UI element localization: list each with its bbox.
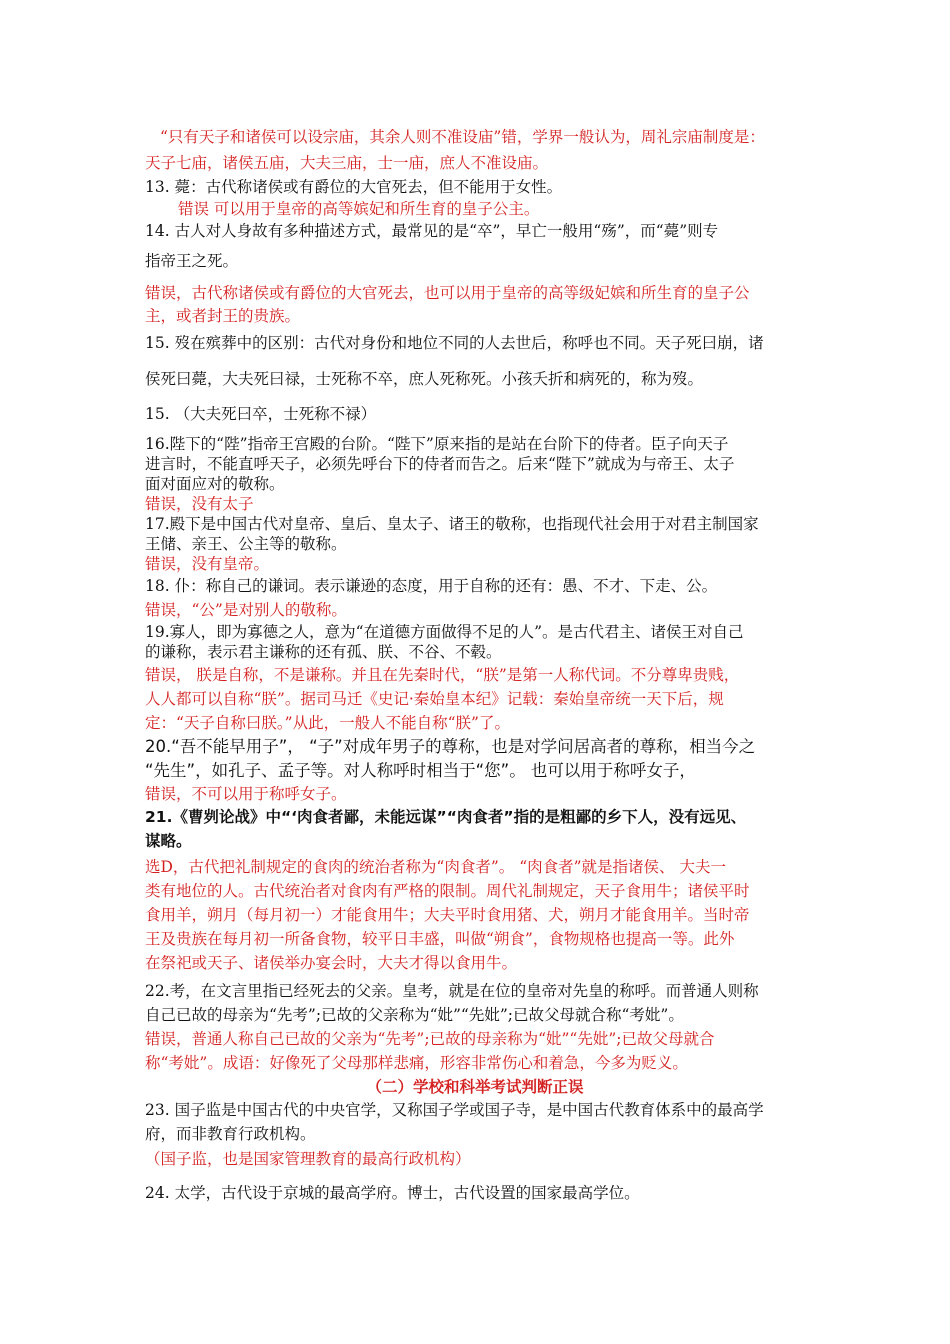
text-line: 天子七庙，诸侯五庙，大夫三庙，士一庙，庶人不准设庙。 xyxy=(145,154,549,172)
text-line: 王及贵族在每月初一所备食物，较平日丰盛，叫做“朔食”，食物规格也提高一等。此外 xyxy=(145,930,735,948)
text-line: 错误，没有皇帝。 xyxy=(145,555,270,573)
text-line: 23. 国子监是中国古代的中央官学，又称国子学或国子寺，是中国古代教育体系中的最高学 xyxy=(145,1101,764,1119)
text-line: 选D，古代把礼制规定的食肉的统治者称为“肉食者”。 “肉食者”就是指诸侯、 大夫一 xyxy=(145,858,726,876)
text-line: 15. 歿在殡葬中的区别：古代对身份和地位不同的人去世后，称呼也不同。天子死曰崩，诸 xyxy=(145,334,764,352)
text-line: 15. （大夫死曰卒，士死称不禄） xyxy=(145,405,377,423)
text-line: 21.《曹刿论战》中“‘肉食者鄙，未能远谋”“肉食者”指的是粗鄙的乡下人，没有远见、 xyxy=(145,808,747,826)
text-line: 18. 仆：称自己的谦词。表示谦逊的态度，用于自称的还有：愚、不才、下走、公。 xyxy=(145,577,718,595)
text-line: 谋略。 xyxy=(145,832,192,850)
text-line: 20.“吾不能早用子”， “子”对成年男子的尊称，也是对学问居高者的尊称，相当今之 xyxy=(145,737,756,756)
text-line: （国子监，也是国家管理教育的最高行政机构） xyxy=(145,1150,471,1168)
text-line: 14. 古人对人身故有多种描述方式，最常见的是“卒”，早亡一般用“殇”，而“薨”则专 xyxy=(145,222,719,240)
text-line: 错误， 朕是自称，不是谦称。并且在先秦时代，“朕”是第一人称代词。不分尊卑贵贱， xyxy=(145,666,740,684)
text-line: 13. 薨：古代称诸侯或有爵位的大官死去，但不能用于女性。 xyxy=(145,178,563,196)
text-line: 错误，古代称诸侯或有爵位的大官死去，也可以用于皇帝的高等级妃嫔和所生育的皇子公 xyxy=(145,284,750,302)
text-line: 17.殿下是中国古代对皇帝、皇后、皇太子、诸王的敬称，也指现代社会用于对君主制国家 xyxy=(145,515,759,533)
text-line: 人人都可以自称“朕”。据司马迁《史记·秦始皇本纪》记载：秦始皇帝统一天下后，规 xyxy=(145,690,724,708)
text-line: 面对面应对的敬称。 xyxy=(145,475,285,493)
text-line: 自己已故的母亲为“先考”;已故的父亲称为“妣”“先妣”;已故父母就合称“考妣”。 xyxy=(145,1006,684,1024)
text-line: 食用羊，朔月（每月初一）才能食用牛；大夫平时食用猪、犬，朔月才能食用羊。当时帝 xyxy=(145,906,750,924)
section-heading: （二）学校和科举考试判断正误 xyxy=(366,1078,584,1096)
text-line: “先生”，如孔子、孟子等。对人称呼时相当于“您”。 也可以用于称呼女子， xyxy=(145,761,696,780)
text-line: 定：“天子自称曰朕。”从此，一般人不能自称“朕”了。 xyxy=(145,714,510,732)
text-line: “只有天子和诸侯可以设宗庙，其余人则不准设庙”错，学界一般认为，周礼宗庙制度是： xyxy=(160,128,765,146)
text-line: 错误 可以用于皇帝的高等嫔妃和所生育的皇子公主。 xyxy=(178,200,540,218)
text-line: 错误，普通人称自己已故的父亲为“先考”;已故的母亲称为“妣”“先妣”;已故父母就合 xyxy=(145,1030,715,1048)
text-line: 在祭祀或天子、诸侯举办宴会时，大夫才得以食用牛。 xyxy=(145,954,518,972)
text-line: 侯死曰薨，大夫死曰禄，士死称不卒，庶人死称死。小孩夭折和病死的，称为歿。 xyxy=(145,370,704,388)
text-line: 错误，不可以用于称呼女子。 xyxy=(145,785,347,803)
text-line: 指帝王之死。 xyxy=(145,252,239,270)
text-line: 府，而非教育行政机构。 xyxy=(145,1125,316,1143)
text-line: 称“考妣”。成语：好像死了父母那样悲痛，形容非常伤心和着急，今多为贬义。 xyxy=(145,1054,688,1072)
text-line: 16.陛下的“陛”指帝王宫殿的台阶。“陛下”原来指的是站在台阶下的侍者。臣子向天子 xyxy=(145,435,729,453)
text-line: 王储、亲王、公主等的敬称。 xyxy=(145,535,347,553)
text-line: 24. 太学，古代设于京城的最高学府。博士，古代设置的国家最高学位。 xyxy=(145,1184,640,1202)
text-line: 的谦称，表示君主谦称的还有孤、朕、不谷、不毂。 xyxy=(145,643,502,661)
text-line: 错误，没有太子 xyxy=(145,495,254,513)
text-line: 主，或者封王的贵族。 xyxy=(145,307,301,325)
text-line: 19.寡人，即为寡德之人，意为“在道德方面做得不足的人”。是古代君主、诸侯王对自己 xyxy=(145,623,744,641)
text-line: 进言时，不能直呼天子，必须先呼台下的侍者而告之。后来“陛下”就成为与帝王、太子 xyxy=(145,455,735,473)
text-line: 错误，“公”是对别人的敬称。 xyxy=(145,601,347,619)
text-line: 类有地位的人。古代统治者对食肉有严格的限制。周代礼制规定，天子食用牛；诸侯平时 xyxy=(145,882,750,900)
text-line: 22.考，在文言里指已经死去的父亲。皇考，就是在位的皇帝对先皇的称呼。而普通人则称 xyxy=(145,982,759,1000)
